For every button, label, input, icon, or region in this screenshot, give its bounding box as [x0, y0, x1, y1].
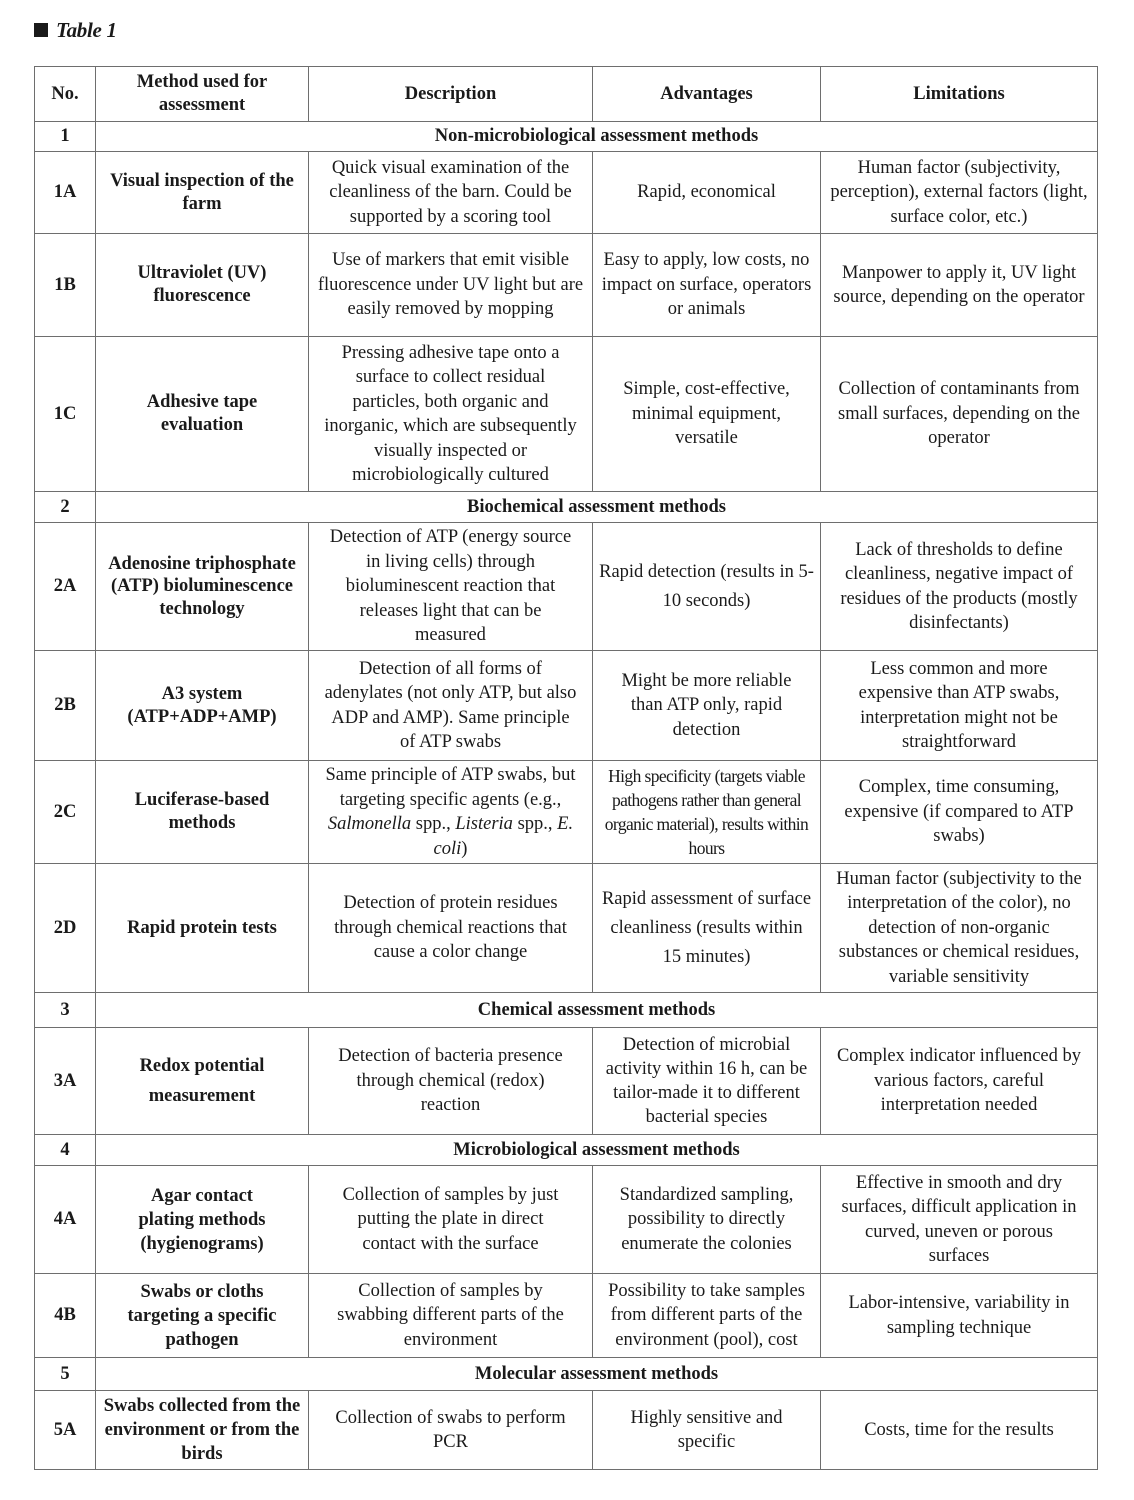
row-number: 1B — [35, 234, 96, 337]
row-description: Detection of protein residues through chemical reactions that cause a color change — [309, 864, 593, 993]
row-advantages: Detection of microbial activity within 16 h, can be tailor-made it to different bacterial species — [593, 1028, 821, 1135]
description-text: spp., — [411, 814, 456, 834]
row-number: 1C — [35, 337, 96, 492]
row-method: Swabs or cloths targeting a specific pathogen — [96, 1274, 309, 1358]
section-number: 3 — [35, 993, 96, 1028]
row-method: Rapid protein tests — [96, 864, 309, 993]
row-method: Adhesive tape evaluation — [96, 337, 309, 492]
row-advantages: Easy to apply, low costs, no impact on surface, operators or animals — [593, 234, 821, 337]
row-description: Collection of samples by swabbing different parts of the environment — [309, 1274, 593, 1358]
row-advantages: High specificity (targets viable pathogens rather than general organic material), results within hours — [593, 761, 821, 864]
description-text: Same principle of ATP swabs, but targeting specific agents (e.g., — [325, 765, 576, 810]
row-description: Collection of swabs to perform PCR — [309, 1391, 593, 1470]
table-row — [35, 761, 1098, 864]
species-salmonella: Salmonella — [327, 814, 412, 834]
row-description: Detection of bacteria presence through chemical (redox) reaction — [309, 1028, 593, 1135]
row-advantages: Rapid, economical — [593, 152, 821, 234]
row-method: Visual inspection of the farm — [96, 152, 309, 234]
row-description — [309, 761, 593, 864]
section-row — [35, 993, 1098, 1028]
row-number: 2B — [35, 651, 96, 761]
assessment-methods-table — [34, 66, 1098, 1470]
row-advantages: Might be more reliable than ATP only, rapid detection — [593, 651, 821, 761]
header-limitations: Limitations — [821, 67, 1098, 122]
row-limitations: Lack of thresholds to define cleanliness, negative impact of residues of the products (mostly disinfectants) — [821, 523, 1098, 651]
row-number: 2D — [35, 864, 96, 993]
row-method: Ultraviolet (UV) fluorescence — [96, 234, 309, 337]
row-method: Swabs collected from the environment or from the birds — [96, 1391, 309, 1470]
row-method: Agar contact plating methods (hygienograms) — [96, 1166, 309, 1274]
row-limitations: Complex, time consuming, expensive (if compared to ATP swabs) — [821, 761, 1098, 864]
table-row — [35, 651, 1098, 761]
species-e-coli: E. coli — [433, 814, 574, 859]
header-no: No. — [35, 67, 96, 122]
table-caption — [34, 16, 117, 44]
table-row — [35, 1391, 1098, 1470]
section-row — [35, 1358, 1098, 1391]
row-method: Luciferase-based methods — [96, 761, 309, 864]
section-title: Chemical assessment methods — [96, 993, 1098, 1028]
section-title: Molecular assessment methods — [96, 1358, 1098, 1391]
row-limitations: Effective in smooth and dry surfaces, difficult application in curved, uneven or porous surfaces — [821, 1166, 1098, 1274]
row-method: Adenosine triphosphate (ATP) bioluminescence technology — [96, 523, 309, 651]
row-method: Redox potential measurement — [96, 1028, 309, 1135]
row-advantages: Possibility to take samples from different parts of the environment (pool), cost — [593, 1274, 821, 1358]
description-text: spp., — [512, 814, 558, 834]
row-limitations: Human factor (subjectivity to the interpretation of the color), no detection of non-organic substances or chemical residues, variable sensitivity — [821, 864, 1098, 993]
header-advantages: Advantages — [593, 67, 821, 122]
description-text: ) — [461, 838, 468, 859]
table-row — [35, 337, 1098, 492]
section-row — [35, 492, 1098, 523]
row-advantages: Rapid detection (results in 5-10 seconds) — [593, 523, 821, 651]
row-limitations: Human factor (subjectivity, perception), external factors (light, surface color, etc.) — [821, 152, 1098, 234]
row-description: Detection of ATP (energy source in living cells) through bioluminescent reaction that releases light that can be measured — [309, 523, 593, 651]
table-row — [35, 1028, 1098, 1135]
row-advantages: Standardized sampling, possibility to directly enumerate the colonies — [593, 1166, 821, 1274]
row-description: Pressing adhesive tape onto a surface to collect residual particles, both organic and inorganic, which are subsequently visually inspected or microbiologically cultured — [309, 337, 593, 492]
section-row — [35, 122, 1098, 152]
row-description: Quick visual examination of the cleanliness of the barn. Could be supported by a scoring tool — [309, 152, 593, 234]
row-description: Use of markers that emit visible fluorescence under UV light but are easily removed by mopping — [309, 234, 593, 337]
header-method: Method used for assessment — [96, 67, 309, 122]
row-limitations: Costs, time for the results — [821, 1391, 1098, 1470]
header-description: Description — [309, 67, 593, 122]
section-title: Biochemical assessment methods — [96, 492, 1098, 523]
section-number: 1 — [35, 122, 96, 152]
row-limitations: Complex indicator influenced by various factors, careful interpretation needed — [821, 1028, 1098, 1135]
header-row — [35, 67, 1098, 122]
row-number: 2A — [35, 523, 96, 651]
row-limitations: Manpower to apply it, UV light source, depending on the operator — [821, 234, 1098, 337]
row-limitations: Less common and more expensive than ATP swabs, interpretation might not be straightforward — [821, 651, 1098, 761]
row-number: 2C — [35, 761, 96, 864]
table-row — [35, 152, 1098, 234]
row-advantages: Highly sensitive and specific — [593, 1391, 821, 1470]
section-number: 5 — [35, 1358, 96, 1391]
row-advantages: Rapid assessment of surface cleanliness (results within 15 minutes) — [593, 864, 821, 993]
row-number: 4A — [35, 1166, 96, 1274]
table-row — [35, 864, 1098, 993]
table-row — [35, 1166, 1098, 1274]
row-number: 1A — [35, 152, 96, 234]
section-number: 4 — [35, 1135, 96, 1166]
species-listeria: Listeria — [455, 814, 513, 834]
section-row — [35, 1135, 1098, 1166]
section-number: 2 — [35, 492, 96, 523]
section-title: Non-microbiological assessment methods — [96, 122, 1098, 152]
table-title: Table 1 — [56, 17, 117, 42]
row-description: Detection of all forms of adenylates (not only ATP, but also ADP and AMP). Same principle of ATP swabs — [309, 651, 593, 761]
row-limitations: Collection of contaminants from small surfaces, depending on the operator — [821, 337, 1098, 492]
row-number: 4B — [35, 1274, 96, 1358]
row-advantages: Simple, cost-effective, minimal equipment, versatile — [593, 337, 821, 492]
table-row — [35, 523, 1098, 651]
black-square-icon — [34, 23, 48, 37]
row-limitations: Labor-intensive, variability in sampling technique — [821, 1274, 1098, 1358]
section-title: Microbiological assessment methods — [96, 1135, 1098, 1166]
row-number: 5A — [35, 1391, 96, 1470]
table-row — [35, 234, 1098, 337]
row-description: Collection of samples by just putting the plate in direct contact with the surface — [309, 1166, 593, 1274]
row-number: 3A — [35, 1028, 96, 1135]
row-method: A3 system (ATP+ADP+AMP) — [96, 651, 309, 761]
table-row — [35, 1274, 1098, 1358]
